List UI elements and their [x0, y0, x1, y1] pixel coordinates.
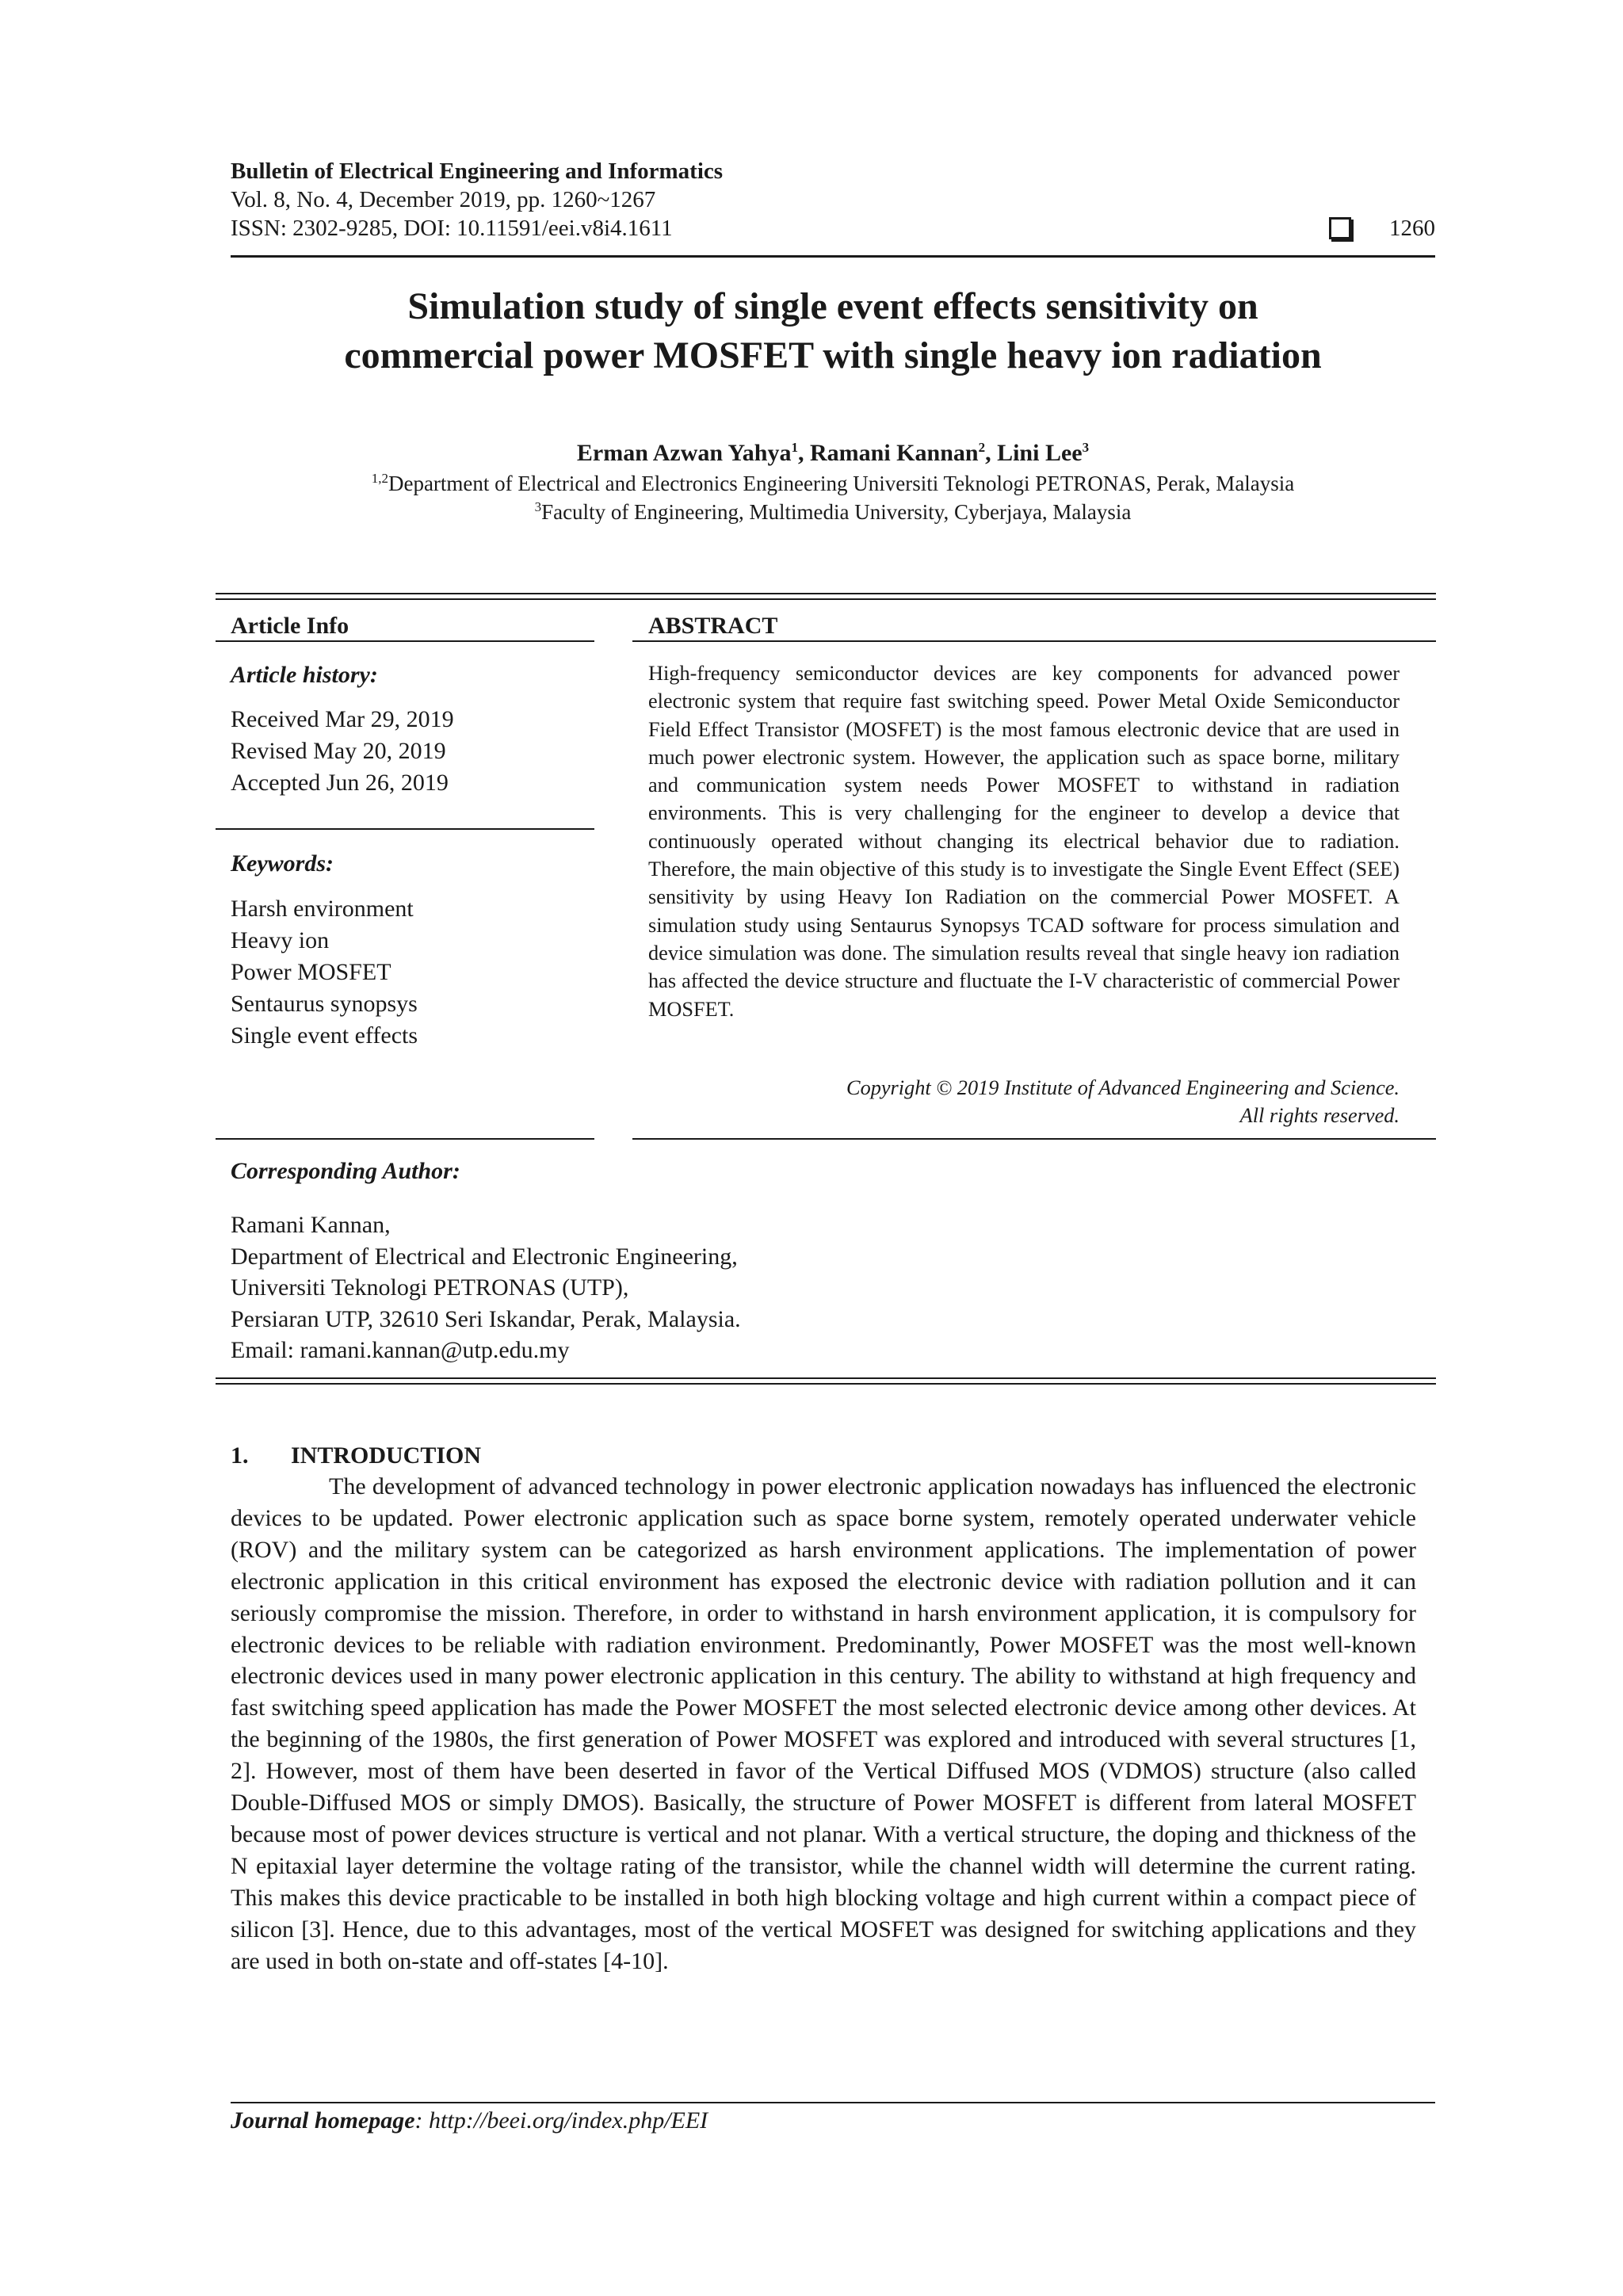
- journal-name: Bulletin of Electrical Engineering and Informatics: [231, 159, 724, 184]
- history-received: Received Mar 29, 2019: [231, 706, 454, 732]
- running-header: [231, 157, 1435, 243]
- keyword-item: Power MOSFET: [231, 959, 391, 985]
- homepage-label: Journal homepage: [231, 2107, 415, 2134]
- homepage-url[interactable]: http://beei.org/index.php/EEI: [429, 2107, 708, 2134]
- abstract-heading: ABSTRACT: [648, 613, 778, 639]
- column-rule: [632, 640, 1436, 642]
- abstract-text: High-frequency semiconductor devices are key components for advanced power electronic system that require fast switching speed. Power Metal Oxide Semiconductor Field Effect Transistor (MOSFET) is the most famous electronic device that are used in much power electronic system. However, the application such as space borne, military and communication system needs Power MOSFET to withstand in radiation environments. This is very challenging for the engineer to develop a device that continuously operated without changing its electrical behavior due to radiation. Therefore, the main objective of this study is to investigate the Single Event Effect (SEE) sensitivity by using Heavy Ion Radiation on the commercial Power MOSFET. A simulation study using Sentaurus Synopsys TCAD software for process simulation and device simulation was done. The simulation results reveal that single heavy ion radiation has affected the device structure and fluctuate the I-V characteristic of commercial Power MOSFET.: [648, 662, 1400, 1021]
- paper-title: [231, 282, 1435, 380]
- affiliation-sup: 3: [534, 499, 542, 514]
- info-bottom-rule: [216, 1383, 1436, 1385]
- authors-line: [231, 438, 1435, 468]
- info-bottom-rule: [216, 1377, 1436, 1379]
- author-sup: 1: [791, 440, 798, 455]
- footer-rule: [231, 2102, 1435, 2103]
- keywords-heading: Keywords:: [231, 850, 334, 877]
- title-line-1: Simulation study of single event effects sensitivity on: [407, 285, 1258, 327]
- homepage-separator: :: [414, 2107, 430, 2134]
- info-top-rule: [216, 593, 1436, 594]
- page-number: 1260: [1389, 216, 1435, 241]
- author-sup: 3: [1082, 440, 1090, 455]
- keyword-item: Sentaurus synopsys: [231, 991, 418, 1017]
- affiliation-sup: 1,2: [371, 471, 388, 486]
- author-sup: 2: [978, 440, 986, 455]
- corr-address: Persiaran UTP, 32610 Seri Iskandar, Perak, Malaysia.: [231, 1305, 741, 1332]
- keywords-list: [231, 893, 418, 1052]
- history-list: [231, 704, 454, 799]
- column-rule: [216, 1138, 594, 1140]
- corr-email: Email: ramani.kannan@utp.edu.my: [231, 1337, 570, 1363]
- copyright-line-1: Copyright © 2019 Institute of Advanced Engineering and Science.: [846, 1076, 1400, 1099]
- keyword-item: Heavy ion: [231, 927, 330, 953]
- copyright-line-2: All rights reserved.: [1239, 1104, 1400, 1127]
- history-heading: Article history:: [231, 662, 378, 688]
- corr-department: Department of Electrical and Electronic Engineering,: [231, 1243, 738, 1270]
- journal-homepage: [231, 2107, 708, 2135]
- volume-line: Vol. 8, No. 4, December 2019, pp. 1260~1267: [231, 187, 656, 212]
- introduction-heading: [231, 1441, 481, 1471]
- section-title: INTRODUCTION: [291, 1442, 482, 1469]
- affiliation-text: Faculty of Engineering, Multimedia University, Cyberjaya, Malaysia: [541, 500, 1132, 524]
- checkbox-icon: [1329, 217, 1351, 239]
- author-name: Ramani Kannan: [810, 440, 979, 466]
- author-separator: ,: [985, 440, 998, 466]
- page-number-box: [1329, 214, 1435, 243]
- affiliation-1: [231, 471, 1435, 496]
- column-rule: [632, 1138, 1436, 1140]
- author-separator: ,: [798, 440, 810, 466]
- keyword-item: Harsh environment: [231, 896, 414, 922]
- history-revised: Revised May 20, 2019: [231, 738, 446, 764]
- title-line-2: commercial power MOSFET with single heavy ion radiation: [344, 334, 1322, 376]
- introduction-body: The development of advanced technology in power electronic application nowadays has influenced the electronic devices to be updated. Power electronic application such as space borne system, remotely operated underwater vehicle (ROV) and the military system can be categorized as harsh environment applications. The implementation of power electronic application in this critical environment has exposed the electronic device with radiation pollution and it can seriously compromise the mission. Therefore, in order to withstand in harsh environment application, it is compulsory for electronic devices to be reliable with radiation environment. Predominantly, Power MOSFET was the most well-known electronic devices used in many power electronic application in this century. The ability to withstand at high frequency and fast switching speed application has made the Power MOSFET the most selected electronic device among other devices. At the beginning of the 1980s, the first generation of Power MOSFET was explored and introduced with several structures [1, 2]. However, most of them have been deserted in favor of the Vertical Diffused MOS (VDMOS) structure (also called Double-Diffused MOS or simply DMOS). Basically, the structure of Power MOSFET is different from lateral MOSFET because most of power devices structure is vertical and not planar. With a vertical structure, the doping and thickness of the N epitaxial layer determine the voltage rating of the transistor, while the channel width will determine the current rating. This makes this device practicable to be installed in both high blocking voltage and high current within a compact piece of silicon [3]. Hence, due to this advantages, most of the vertical MOSFET was designed for switching applications and they are used in both on-state and off-states [4-10].: [231, 1473, 1416, 1974]
- corresponding-details: [231, 1209, 944, 1366]
- history-accepted: Accepted Jun 26, 2019: [231, 770, 449, 796]
- affiliation-text: Department of Electrical and Electronics Engineering Universiti Teknologi PETRONAS, Perak, Malaysia: [388, 472, 1295, 495]
- column-rule: [216, 640, 594, 642]
- issn-doi-line: ISSN: 2302-9285, DOI: 10.11591/eei.v8i4.1611: [231, 216, 673, 241]
- info-top-rule: [216, 598, 1436, 600]
- corr-name: Ramani Kannan,: [231, 1212, 391, 1238]
- article-info-heading: Article Info: [231, 613, 349, 639]
- corr-university: Universiti Teknologi PETRONAS (UTP),: [231, 1274, 629, 1301]
- affiliation-2: [231, 499, 1435, 525]
- section-number: 1.: [231, 1442, 249, 1469]
- author-name: Lini Lee: [997, 440, 1083, 466]
- corresponding-heading: Corresponding Author:: [231, 1158, 460, 1184]
- header-rule: [231, 255, 1435, 258]
- column-rule: [216, 828, 594, 830]
- author-name: Erman Azwan Yahya: [576, 440, 792, 466]
- keyword-item: Single event effects: [231, 1022, 418, 1049]
- copyright-notice: [648, 1074, 1400, 1129]
